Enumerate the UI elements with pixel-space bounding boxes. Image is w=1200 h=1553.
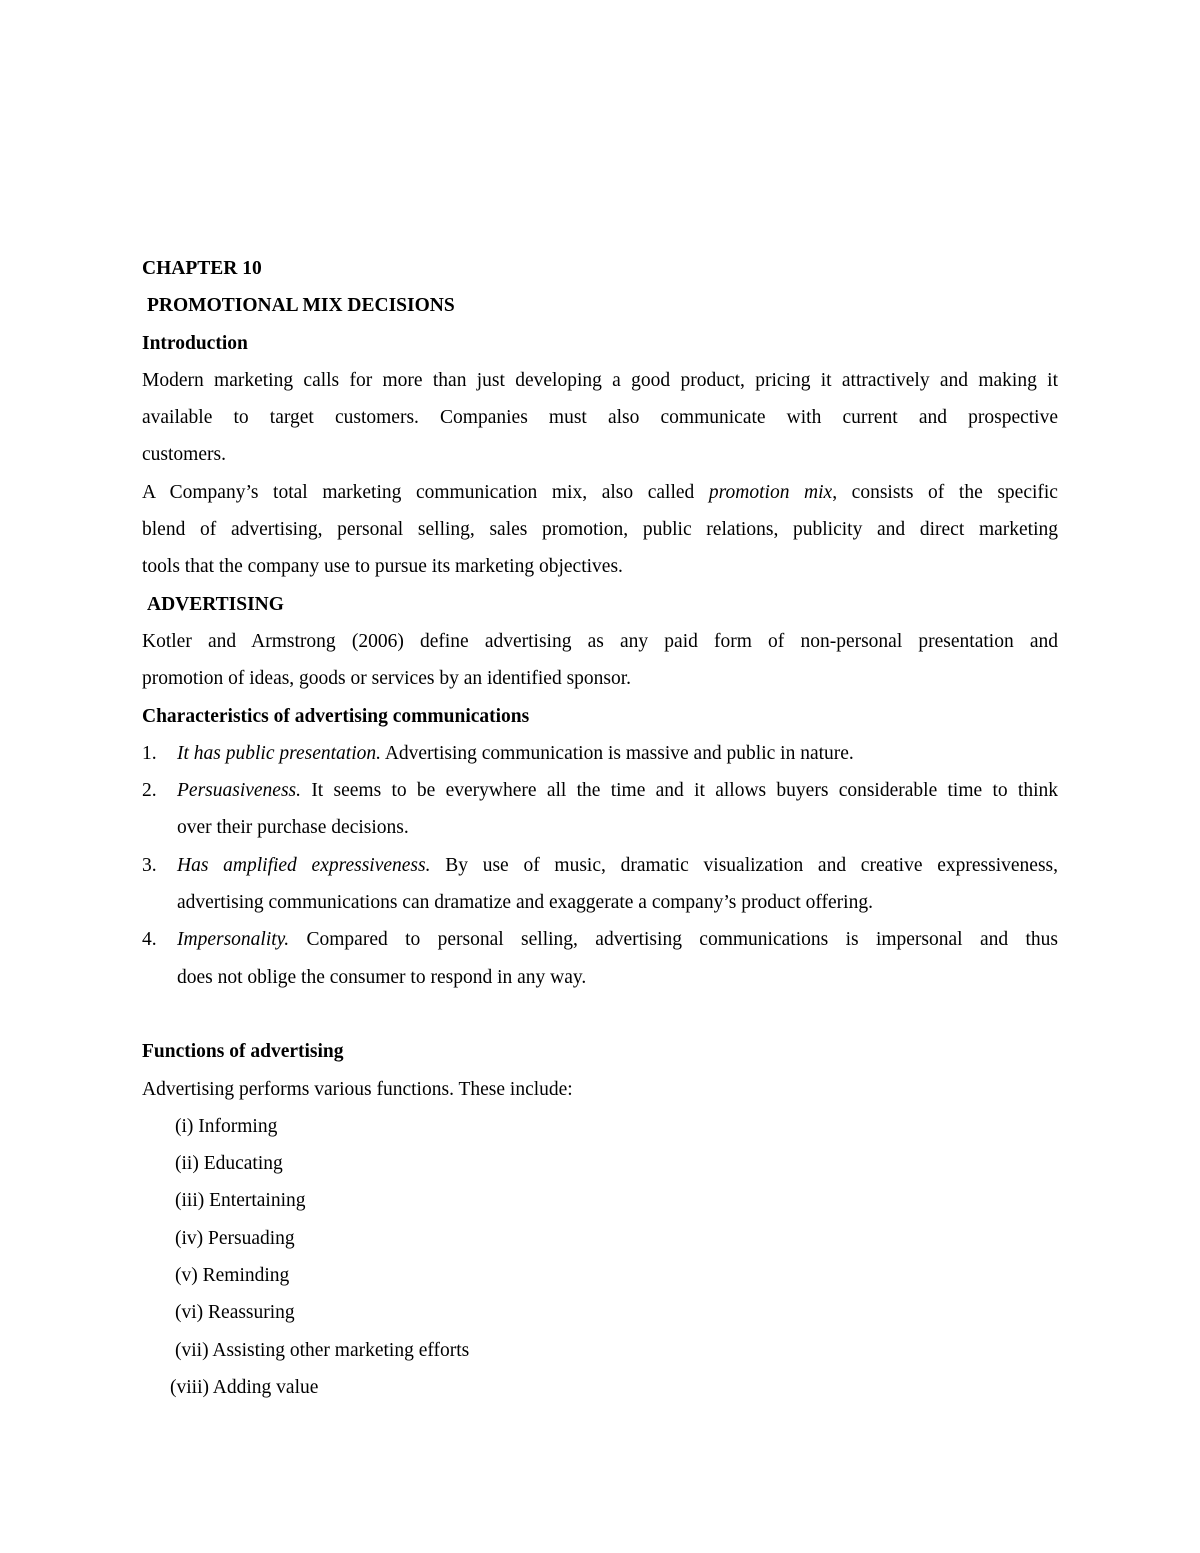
chapter-title: PROMOTIONAL MIX DECISIONS [147, 295, 455, 317]
characteristic-item-4 [142, 921, 1058, 996]
function-item: (vii) Assisting other marketing efforts [175, 1339, 470, 1361]
functions-heading: Functions of advertising [142, 1041, 344, 1063]
characteristic-number: 4. [142, 929, 157, 951]
document-body [142, 250, 1058, 1406]
intro-paragraph-2-line-1 [142, 474, 1058, 511]
function-item: (iii) Entertaining [175, 1190, 306, 1212]
chapter-number: CHAPTER 10 [142, 258, 262, 279]
intro-paragraph-1-line-1: Modern marketing calls for more than just developing a good product, pricing it attractively and making it [142, 369, 1058, 391]
characteristic-item-3 [142, 847, 1058, 922]
characteristic-item-2 [142, 772, 1058, 847]
characteristic-text: Advertising communication is massive and public in nature. [381, 742, 854, 764]
advertising-definition-line-2: promotion of ideas, goods or services by an identified sponsor. [142, 668, 632, 690]
characteristic-line [177, 735, 1058, 772]
intro-paragraph-2-line-2: blend of advertising, personal selling, sales promotion, public relations, publicity and direct marketing [142, 519, 1058, 541]
function-item: (vi) Reassuring [175, 1302, 295, 1324]
characteristic-term: Has amplified expressiveness. [177, 854, 431, 876]
characteristic-text: By use of music, dramatic visualization and creative expressiveness, [430, 854, 1059, 876]
characteristic-line [177, 772, 1058, 809]
paragraph-spacer [142, 996, 1058, 1033]
characteristic-line-continued: does not oblige the consumer to respond in any way. [177, 966, 587, 988]
intro-paragraph-1-line-2: available to target customers. Companies must also communicate with current and prospective [142, 407, 1058, 429]
characteristic-term: Persuasiveness. [177, 780, 302, 802]
intro-paragraph-1-line-3: customers. [142, 444, 226, 466]
characteristic-line [177, 847, 1058, 884]
characteristic-text: It seems to be everywhere all the time and it allows buyers considerable time to think [301, 780, 1058, 802]
introduction-heading: Introduction [142, 332, 248, 354]
characteristic-line-continued: over their purchase decisions. [177, 817, 409, 839]
characteristic-item-1 [142, 735, 1058, 772]
functions-intro: Advertising performs various functions. These include: [142, 1078, 573, 1100]
characteristic-term: Impersonality. [177, 929, 290, 951]
function-item: (ii) Educating [175, 1153, 283, 1175]
characteristic-number: 3. [142, 854, 157, 876]
characteristic-line [177, 921, 1058, 958]
advertising-heading: ADVERTISING [147, 593, 284, 615]
characteristic-number: 1. [142, 742, 157, 764]
characteristic-line-continued: advertising communications can dramatize and exaggerate a company’s product offering. [177, 892, 873, 914]
intro-paragraph-2-text-b: , consists of the specific [832, 481, 1058, 503]
function-item: (v) Reminding [175, 1265, 290, 1287]
characteristic-text: Compared to personal selling, advertising communications is impersonal and thus [289, 929, 1058, 951]
characteristics-heading: Characteristics of advertising communications [142, 705, 530, 727]
intro-paragraph-2-line-3: tools that the company use to pursue its marketing objectives. [142, 556, 623, 578]
intro-paragraph-2-text-a: A Company’s total marketing communication mix, also called [142, 481, 709, 503]
function-item: (i) Informing [175, 1115, 278, 1137]
characteristic-number: 2. [142, 780, 157, 802]
characteristic-term: It has public presentation. [177, 742, 382, 764]
function-item: (iv) Persuading [175, 1227, 295, 1249]
promotion-mix-term: promotion mix [708, 481, 833, 503]
advertising-definition-line-1: Kotler and Armstrong (2006) define advertising as any paid form of non-personal presentation and [142, 630, 1058, 652]
function-item: (viii) Adding value [170, 1376, 319, 1398]
